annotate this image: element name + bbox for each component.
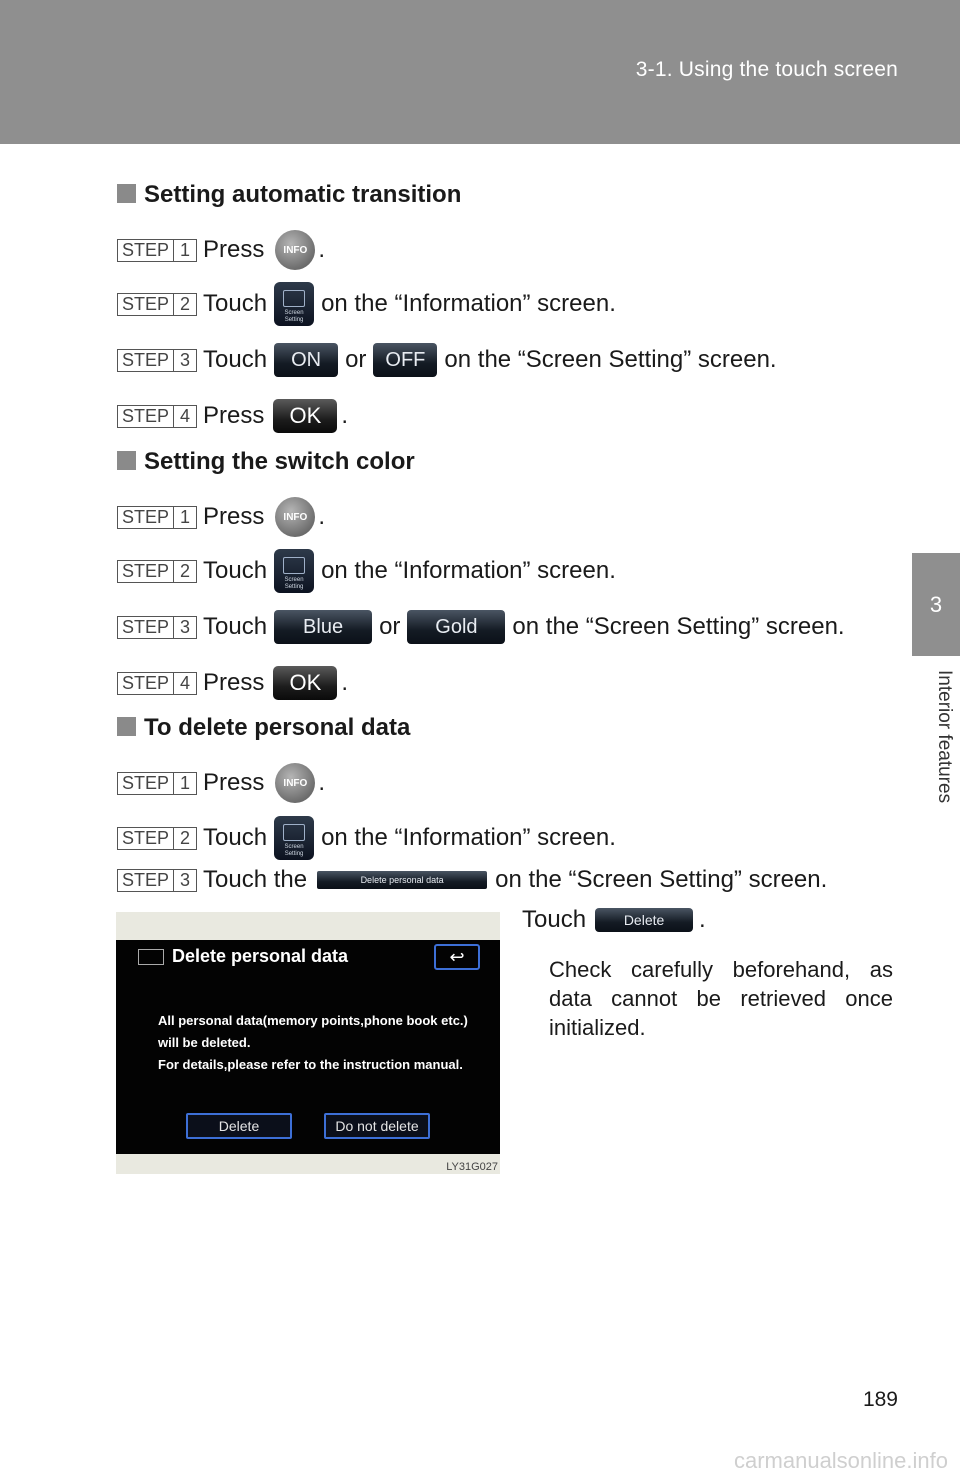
data-list-icon bbox=[138, 949, 164, 965]
on-button-image: ON bbox=[274, 343, 338, 377]
screen-delete-button[interactable]: Delete bbox=[186, 1113, 292, 1139]
step-badge: STEP 2 bbox=[117, 560, 197, 583]
step-badge: STEP 1 bbox=[117, 772, 197, 795]
color-step-3: STEP 3 Touch Blue or Gold on the “Screen Setting” screen. bbox=[117, 610, 845, 644]
page-header-title: 3-1. Using the touch screen bbox=[635, 58, 898, 81]
step-badge: STEP 3 bbox=[117, 869, 197, 892]
off-button-image: OFF bbox=[373, 343, 437, 377]
screen-message: All personal data(memory points,phone book etc.) will be deleted. For details,please refer to the instruction manual. bbox=[158, 1013, 468, 1072]
screen-setting-icon: Screen Setting bbox=[274, 549, 314, 593]
step-badge: STEP 1 bbox=[117, 506, 197, 529]
blue-button-image: Blue bbox=[274, 610, 372, 644]
section-heading-delete-personal-data: To delete personal data bbox=[117, 714, 410, 742]
square-bullet-icon bbox=[117, 184, 136, 203]
delete-personal-data-screen bbox=[116, 912, 500, 1174]
color-step-1: STEP 1 Press INFO . bbox=[117, 497, 325, 537]
step-badge: STEP 2 bbox=[117, 827, 197, 850]
ok-button-image: OK bbox=[273, 666, 337, 700]
color-step-2: STEP 2 Touch Screen Setting on the “Information” screen. bbox=[117, 549, 616, 593]
section-heading-switch-color: Setting the switch color bbox=[117, 448, 415, 476]
auto-step-4: STEP 4 Press OK . bbox=[117, 399, 348, 433]
chapter-label: Interior features bbox=[934, 670, 955, 804]
auto-step-1: STEP 1 Press INFO . bbox=[117, 230, 325, 270]
screen-display bbox=[116, 940, 500, 1154]
auto-step-2: STEP 2 Touch Screen Setting on the “Information” screen. bbox=[117, 282, 616, 326]
ok-button-image: OK bbox=[273, 399, 337, 433]
step-badge: STEP 4 bbox=[117, 672, 197, 695]
info-button-icon: INFO bbox=[275, 497, 315, 537]
square-bullet-icon bbox=[117, 451, 136, 470]
color-step-4: STEP 4 Press OK . bbox=[117, 666, 348, 700]
delete-step-2: STEP 2 Touch Screen Setting on the “Information” screen. bbox=[117, 816, 616, 860]
delete-step-4: Touch Delete . bbox=[522, 906, 706, 933]
chapter-tab: 3 bbox=[912, 553, 960, 656]
image-code: LY31G027 bbox=[446, 1161, 498, 1173]
auto-step-3: STEP 3 Touch ON or OFF on the “Screen Setting” screen. bbox=[117, 343, 777, 377]
screen-do-not-delete-button[interactable]: Do not delete bbox=[324, 1113, 430, 1139]
step-badge: STEP 3 bbox=[117, 349, 197, 372]
delete-step-3: STEP 3 Touch the Delete personal data on the “Screen Setting” screen. bbox=[117, 866, 827, 894]
screen-setting-icon: Screen Setting bbox=[274, 282, 314, 326]
section-heading-auto-transition: Setting automatic transition bbox=[117, 181, 461, 209]
watermark: carmanualsonline.info bbox=[733, 1448, 948, 1473]
screen-title: Delete personal data bbox=[138, 946, 348, 967]
step-badge: STEP 2 bbox=[117, 293, 197, 316]
screen-setting-icon: Screen Setting bbox=[274, 816, 314, 860]
info-button-icon: INFO bbox=[275, 763, 315, 803]
square-bullet-icon bbox=[117, 717, 136, 736]
step-badge: STEP 1 bbox=[117, 239, 197, 262]
info-button-icon: INFO bbox=[275, 230, 315, 270]
gold-button-image: Gold bbox=[407, 610, 505, 644]
delete-personal-data-button-image: Delete personal data bbox=[317, 871, 487, 889]
delete-step-1: STEP 1 Press INFO . bbox=[117, 763, 325, 803]
step-badge: STEP 4 bbox=[117, 405, 197, 428]
page-number: 189 bbox=[862, 1388, 898, 1411]
caution-note: Check carefully beforehand, as data cannot be retrieved once initialized. bbox=[549, 957, 893, 1040]
step-badge: STEP 3 bbox=[117, 616, 197, 639]
delete-button-image: Delete bbox=[595, 908, 693, 932]
back-button[interactable]: ↩ bbox=[434, 944, 480, 970]
